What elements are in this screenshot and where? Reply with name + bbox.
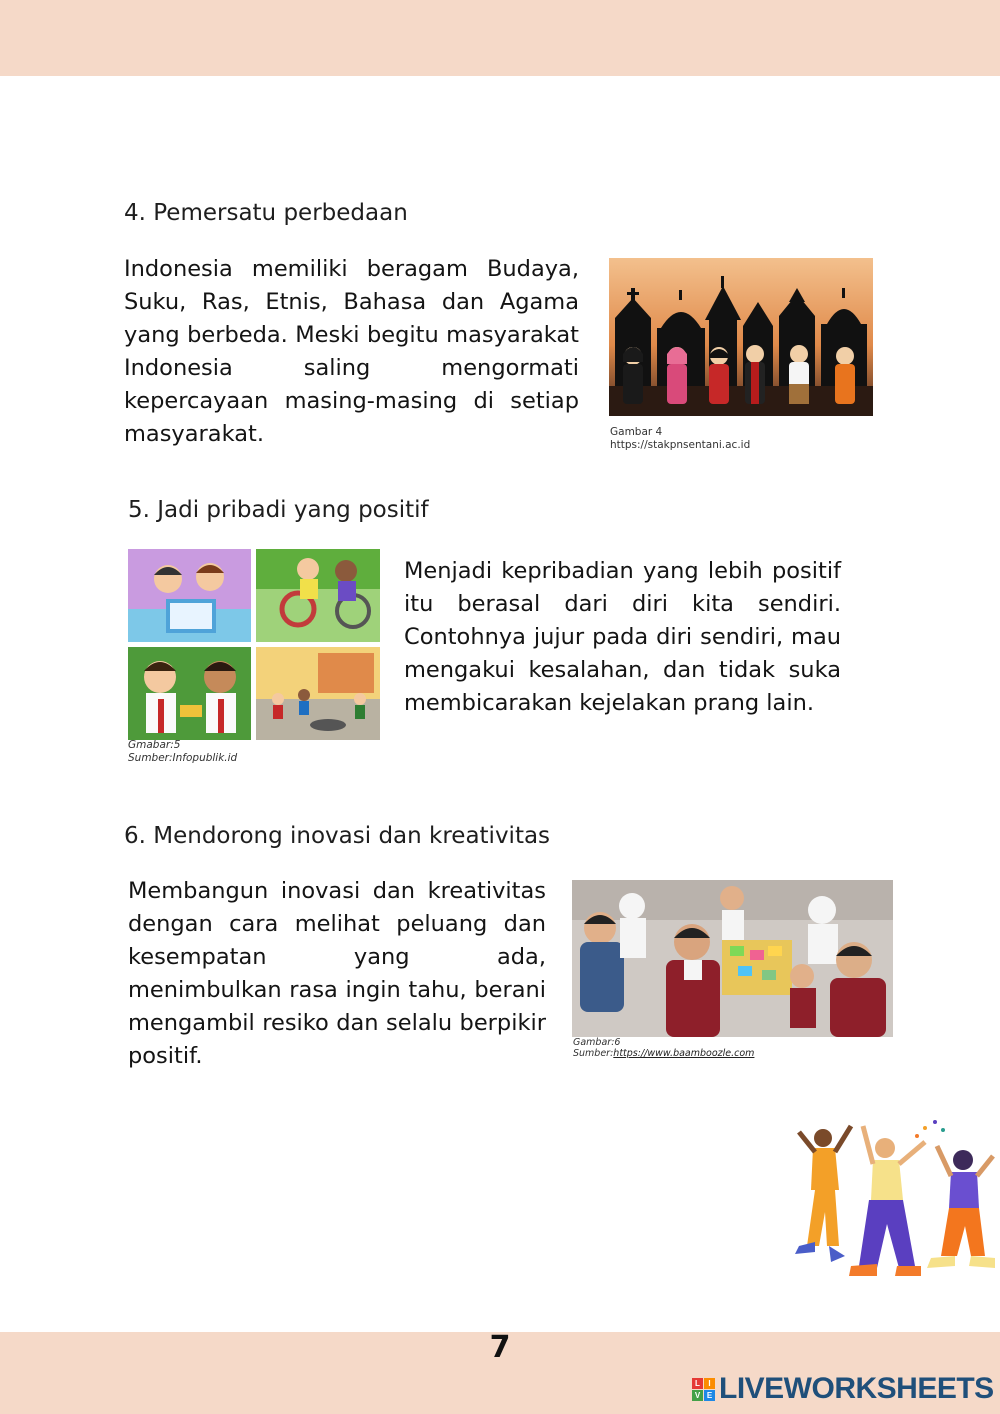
gambar-4-label: Gambar 4: [610, 426, 663, 438]
gambar-6-source-prefix: Sumber:: [573, 1048, 614, 1059]
top-band: [0, 0, 1000, 76]
section-4-paragraph: Indonesia memiliki beragam Budaya, Suku, Ras, Etnis, Bahasa dan Agama yang berbeda. Meski begitu masyarakat Indonesia saling mengormati kepercayaan masing-masing di setiap masyarakat.: [124, 256, 579, 447]
section-6-paragraph: Membangun inovasi dan kreativitas dengan cara melihat peluang dan kesempatan yang ada, menimbulkan rasa ingin tahu, berani mengambil resiko dan selalu berpikir positif.: [128, 878, 546, 1069]
liveworksheets-badge-icon: [692, 1378, 715, 1401]
gambar-6-caption: [573, 1037, 754, 1059]
badge-letter: V: [692, 1390, 703, 1401]
section-6-heading: 6. Mendorong inovasi dan kreativitas: [124, 823, 551, 849]
religions-illustration: [609, 258, 873, 416]
students-photo: [572, 880, 893, 1037]
gambar-4-caption: [610, 426, 750, 452]
section-5-paragraph: Menjadi kepribadian yang lebih positif itu berasal dari diri kita sendiri. Contohnya jujur pada diri sendiri, mau mengakui kesalahan, dan tidak suka membicarakan kejelakan prang lain.: [404, 558, 841, 716]
section-5-heading: 5. Jadi pribadi yang positif: [128, 497, 429, 523]
badge-letter: E: [704, 1390, 715, 1401]
section-4-heading: 4. Pemersatu perbedaan: [124, 200, 408, 226]
dancing-people-illustration: [785, 1116, 1000, 1282]
page-number: 7: [489, 1330, 511, 1365]
badge-letter: L: [692, 1378, 703, 1389]
liveworksheets-wordmark: LIVEWORKSHEETS: [719, 1372, 994, 1405]
gambar-4-source: https://stakpnsentani.ac.id: [610, 439, 751, 451]
baamboozle-link[interactable]: https://www.baamboozle.com: [613, 1048, 755, 1059]
gambar-5-caption: [128, 739, 237, 765]
positive-behavior-illustration: [128, 549, 380, 740]
gambar-5-label: Gmabar:5: [128, 739, 181, 751]
gambar-5-source: Sumber:Infopublik.id: [128, 752, 238, 764]
liveworksheets-logo[interactable]: [692, 1372, 994, 1405]
gambar-6-source: [573, 1048, 754, 1059]
gambar-6-label: Gambar:6: [573, 1037, 621, 1048]
badge-letter: I: [704, 1378, 715, 1389]
